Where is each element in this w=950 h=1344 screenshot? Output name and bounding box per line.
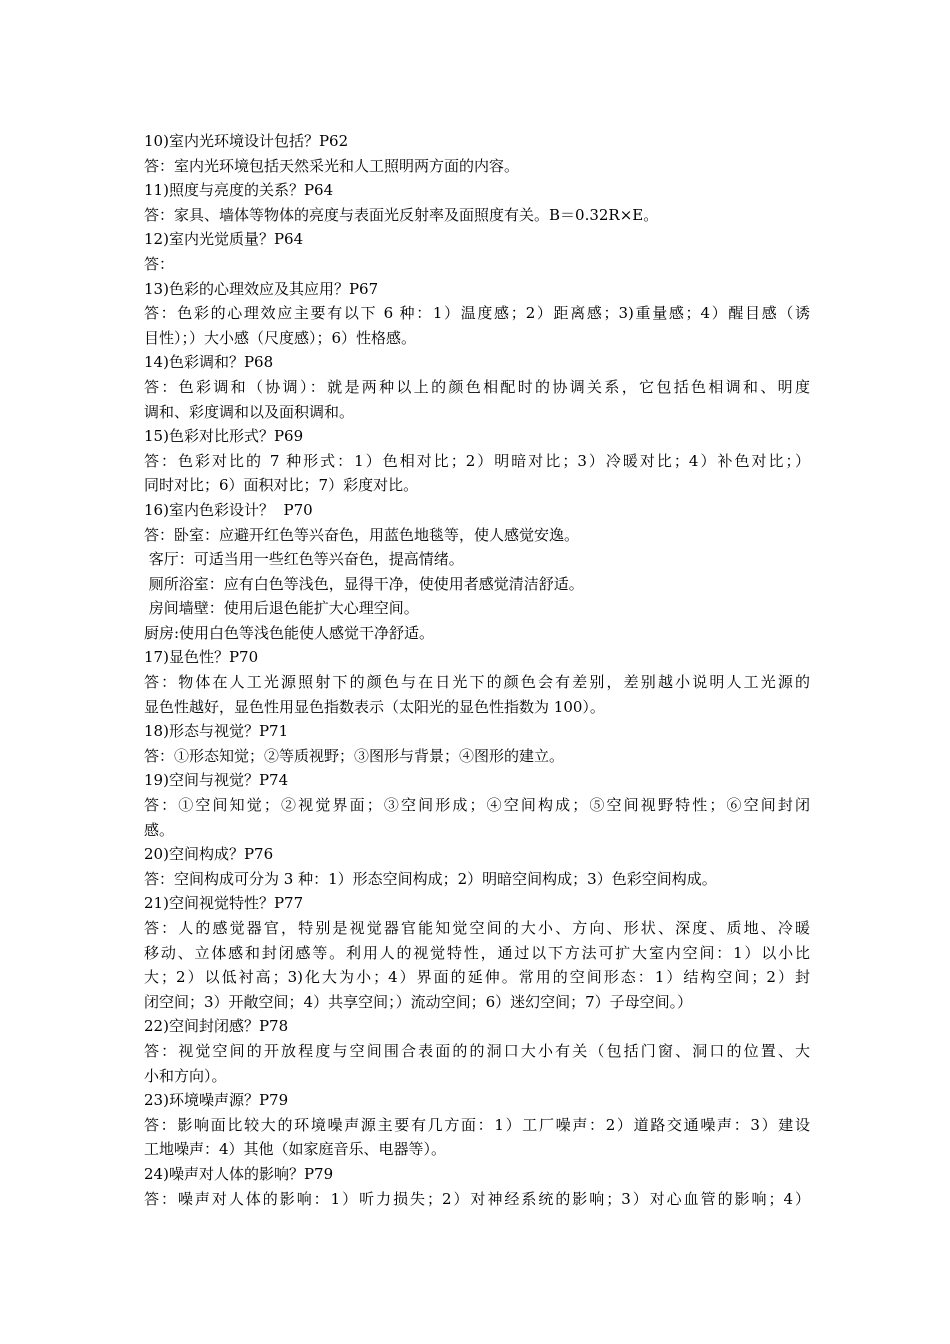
text-line: 12)室内光觉质量？P64 — [144, 230, 304, 249]
text-line: 大；2）以低衬高；3)化大为小；4）界面的延伸。常用的空间形态：1）结构空间；2）封 — [144, 968, 810, 987]
text-line: 14)色彩调和？P68 — [144, 353, 274, 372]
text-line: 工地噪声：4）其他（如家庭音乐、电器等）。 — [144, 1140, 447, 1159]
text-line: 答：人的感觉器官，特别是视觉器官能知觉空间的大小、方向、形状、深度、质地、冷暖 — [144, 919, 810, 937]
text-line: 23)环境噪声源？P79 — [144, 1091, 289, 1110]
text-line: 答：噪声对人体的影响：1）听力损失；2）对神经系统的影响；3）对心血管的影响；4） — [144, 1189, 810, 1208]
text-line: 客厅：可适当用一些红色等兴奋色，提高情绪。 — [144, 550, 464, 569]
text-line: 13)色彩的心理效应及其应用？P67 — [144, 279, 379, 298]
text-line: 厕所浴室：应有白色等浅色，显得干净，使使用者感觉清洁舒适。 — [144, 574, 584, 593]
text-line: 答：色彩调和（协调）：就是两种以上的颜色相配时的协调关系，它包括色相调和、明度 — [144, 377, 810, 396]
text-line: 答：①形态知觉；②等质视野；③图形与背景；④图形的建立。 — [144, 746, 565, 765]
text-line: 答：家具、墙体等物体的亮度与表面光反射率及面照度有关。B＝0.32R×E。 — [144, 205, 659, 224]
text-line: 感。 — [144, 820, 175, 839]
text-line: 16)室内色彩设计？ P70 — [144, 500, 313, 519]
text-line: 19)空间与视觉？P74 — [144, 771, 289, 790]
text-line: 答：视觉空间的开放程度与空间围合表面的的洞口大小有关（包括门窗、洞口的位置、大 — [144, 1041, 810, 1060]
text-line: 房间墙壁：使用后退色能扩大心理空间。 — [144, 599, 419, 618]
text-line: 答：色彩的心理效应主要有以下 6 种：1）温度感；2）距离感；3)重量感；4）醒目感（诱 — [144, 304, 810, 323]
text-line: 厨房:使用白色等浅色能使人感觉干净舒适。 — [144, 623, 435, 642]
text-line: 22)空间封闭感？P78 — [144, 1017, 289, 1036]
text-line: 11)照度与亮度的关系？P64 — [144, 181, 334, 200]
text-line: 小和方向）。 — [144, 1066, 227, 1085]
text-line: 调和、彩度调和以及面积调和。 — [144, 402, 355, 421]
text-line: 15)色彩对比形式？P69 — [144, 427, 304, 446]
text-line: 答：物体在人工光源照射下的颜色与在日光下的颜色会有差别，差别越小说明人工光源的 — [144, 673, 810, 692]
document-body — [144, 129, 810, 1211]
text-line: 21)空间视觉特性？P77 — [144, 894, 304, 913]
text-line: 闭空间；3）开敞空间；4）共享空间；）流动空间；6）迷幻空间；7）子母空间。） — [144, 992, 693, 1011]
text-line: 答：色彩对比的 7 种形式：1）色相对比；2）明暗对比；3）冷暖对比；4）补色对比；） — [144, 451, 810, 470]
text-line: 目性）；）大小感（尺度感）；6）性格感。 — [144, 328, 417, 347]
text-line: 10)室内光环境设计包括？P62 — [144, 132, 349, 150]
text-line: 显色性越好，显色性用显色指数表示（太阳光的显色性指数为 100）。 — [144, 697, 605, 716]
text-line: 答： — [144, 254, 175, 273]
text-line: 24)噪声对人体的影响？P79 — [144, 1164, 334, 1183]
text-line: 18)形态与视觉？P71 — [144, 722, 289, 741]
text-line: 答：卧室：应避开红色等兴奋色，用蓝色地毯等，使人感觉安逸。 — [144, 525, 580, 544]
text-line: 20)空间构成？P76 — [144, 845, 274, 864]
text-line: 答：空间构成可分为 3 种：1）形态空间构成；2）明暗空间构成；3）色彩空间构成。 — [144, 869, 717, 888]
text-line: 答：①空间知觉；②视觉界面；③空间形成；④空间构成；⑤空间视野特性；⑥空间封闭 — [144, 796, 810, 815]
text-line: 17)显色性？P70 — [144, 648, 259, 667]
text-line: 答：室内光环境包括天然采光和人工照明两方面的内容。 — [144, 156, 520, 175]
text-line: 同时对比；6）面积对比；7）彩度对比。 — [144, 476, 419, 495]
text-line: 答：影响面比较大的环境噪声源主要有几方面：1）工厂噪声：2）道路交通噪声：3）建设 — [144, 1115, 810, 1134]
text-line: 移动、立体感和封闭感等。利用人的视觉特性，通过以下方法可扩大室内空间：1）以小比 — [144, 943, 810, 962]
